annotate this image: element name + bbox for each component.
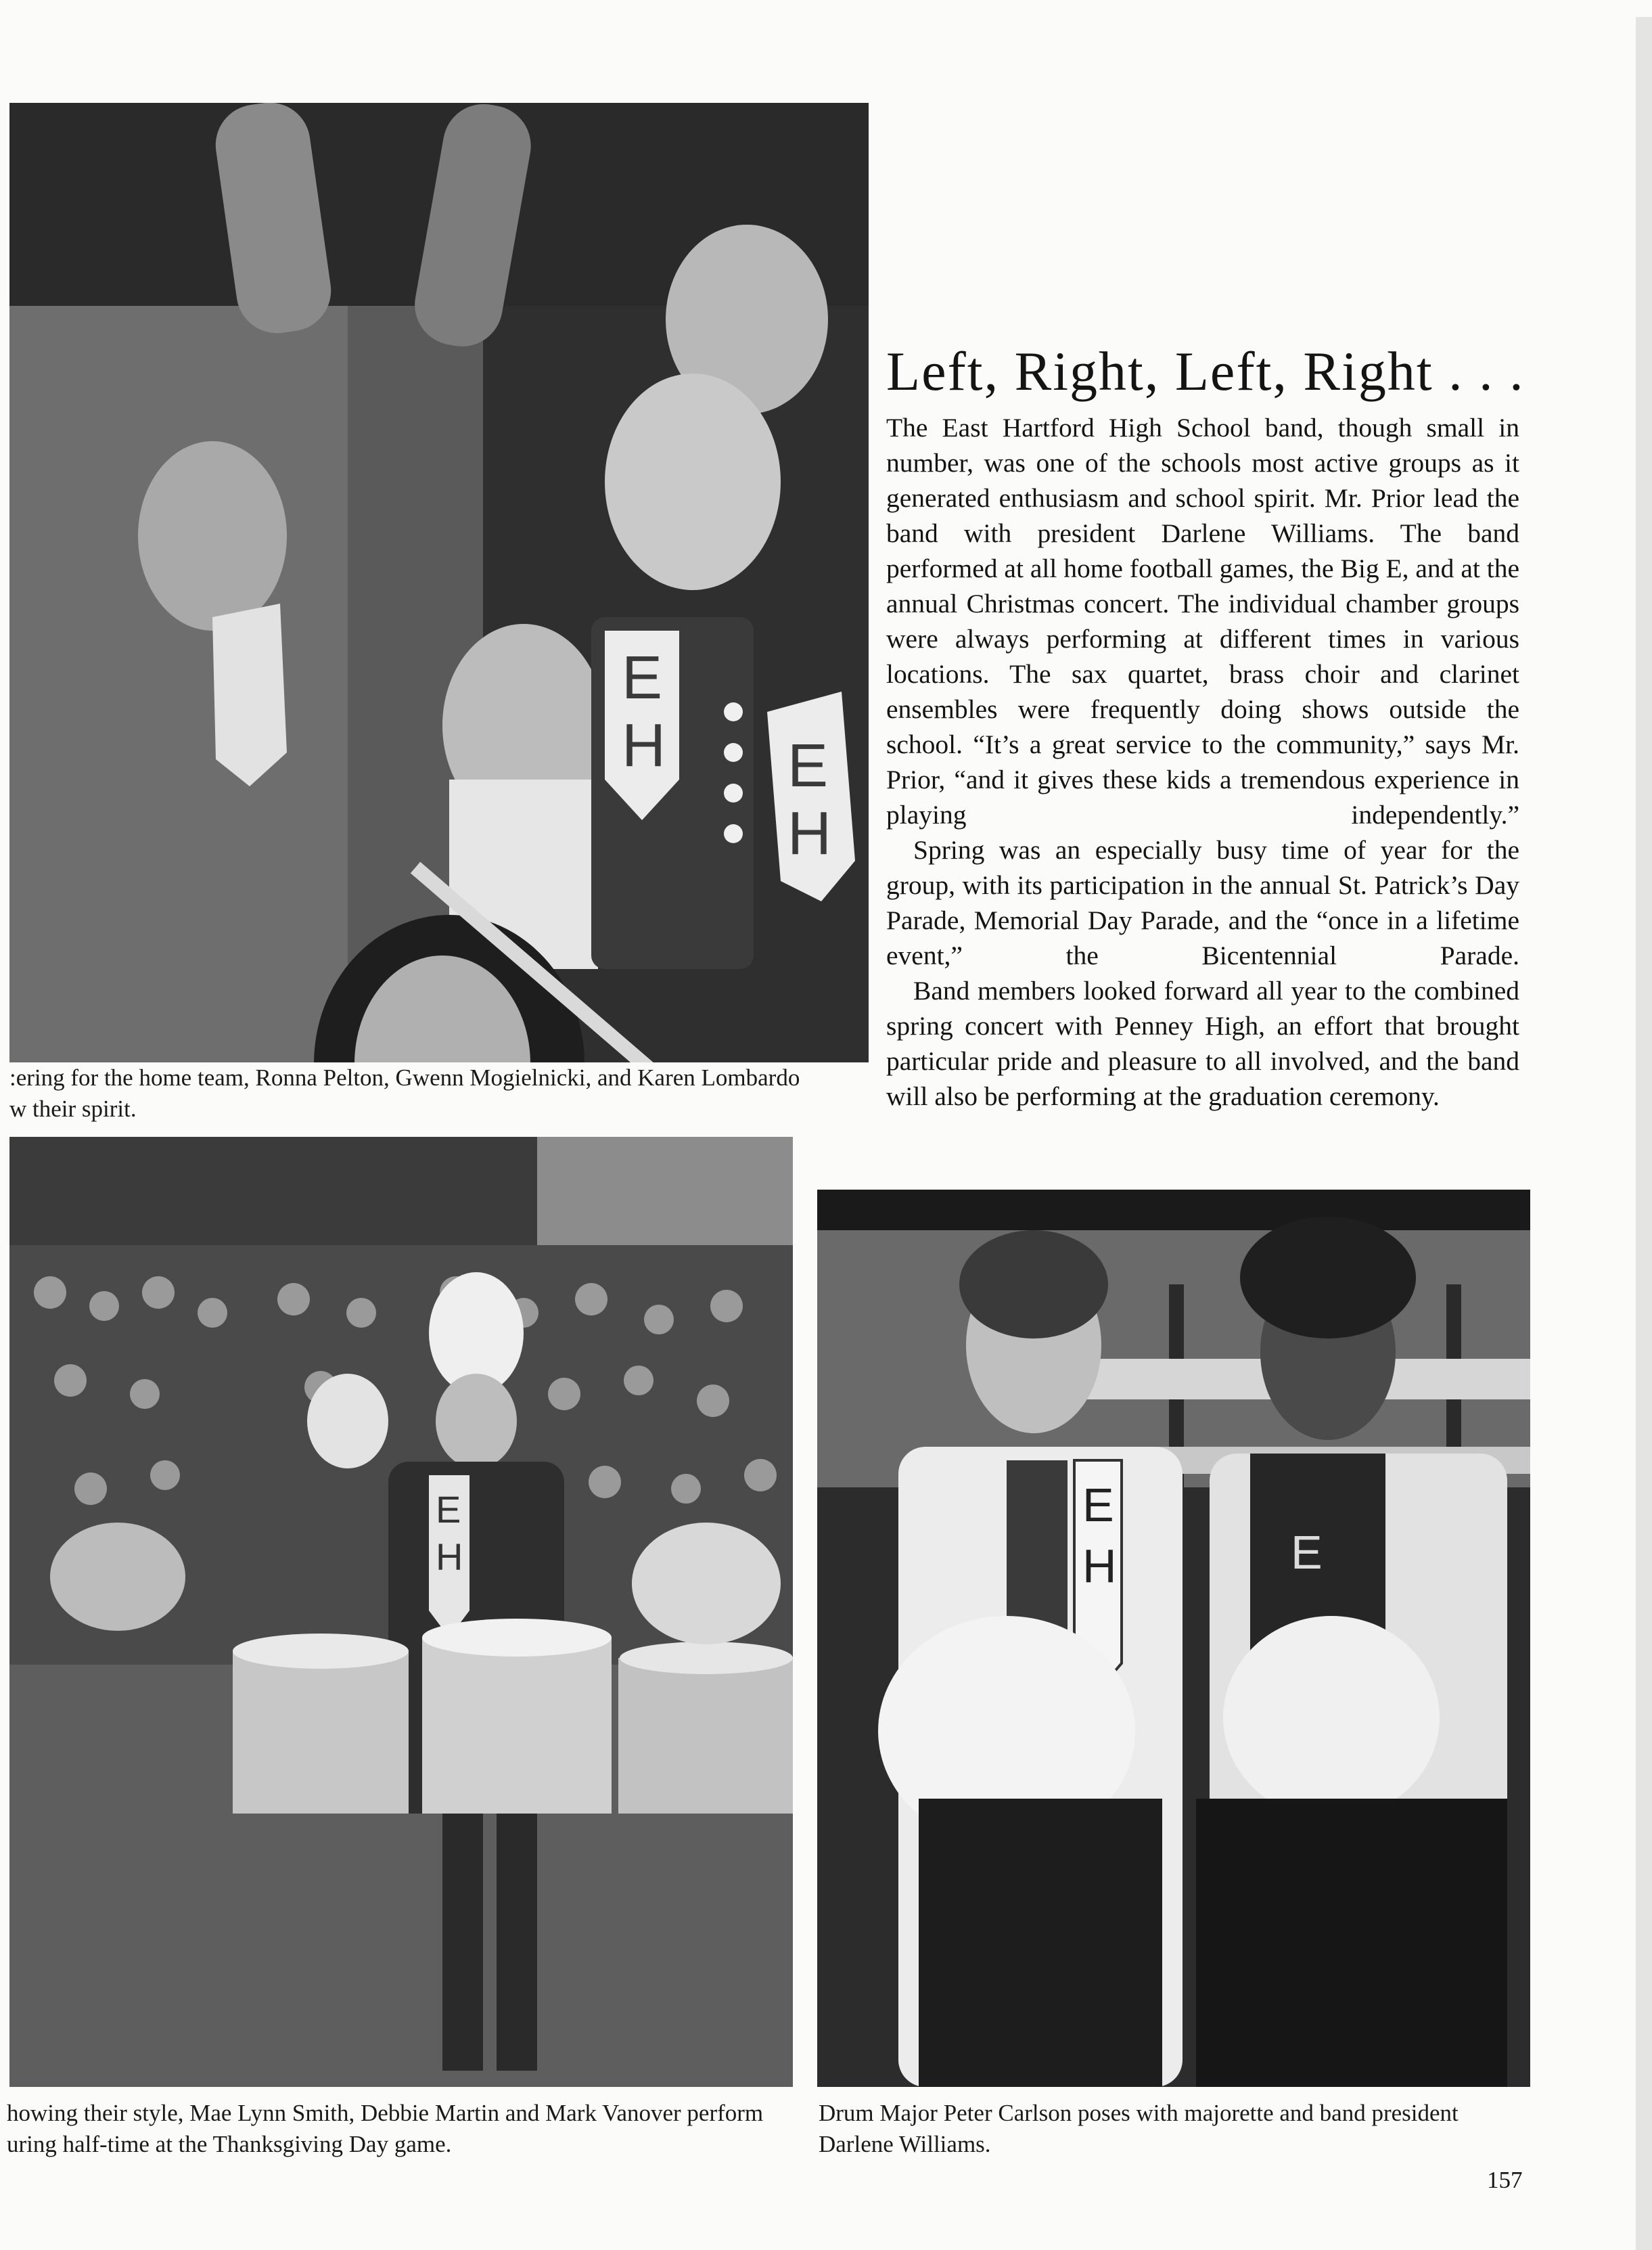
photo-drum-line-half-time — [9, 1137, 793, 2087]
photo-caption: howing their style, Mae Lynn Smith, Debbie Martin and Mark Vanover perform uring half-time at the Thanksgiving Day game. — [7, 2100, 764, 2157]
photo-drum-major-and-majorette — [817, 1190, 1530, 2087]
uniform-letter-e: E — [787, 732, 829, 800]
uniform-letter-e: E — [436, 1488, 461, 1531]
uniform-letter-h: H — [787, 800, 831, 868]
photo-caption: :ering for the home team, Ronna Pelton, Gwenn Mogielnicki, and Karen Lombardo w their spirit. — [9, 1064, 800, 1122]
article-paragraph: Band members looked forward all year to the combined spring concert with Penney High, an effort that brought particular pride and pleasure to all involved, and the band will also be performing at the graduation ceremony. — [886, 976, 1519, 1111]
uniform-letter-h: H — [1082, 1539, 1117, 1592]
page-number: 157 — [1487, 2167, 1523, 2193]
article-paragraph: The East Hartford High School band, though small in number, was one of the schools most active groups as it generated enthusiasm and school spirit. Mr. Prior lead the band with president Darlene Williams. The band performed at all home football games, the Big E, and at the annual Christmas concert. The individual chamber groups were always performing at different times in various locations. The sax quartet, brass choir and clarinet ensembles were frequently doing shows outside the school. “It’s a great service to the community,” says Mr. Prior, “and it gives these kids a tremendous experience in playing independently.” — [886, 413, 1519, 830]
article-body — [886, 410, 1519, 1114]
article-paragraph: Spring was an especially busy time of year for the group, with its participation in the annual St. Patrick’s Day Parade, Memorial Day Parade, and the “once in a lifetime event,” the Bicentennial Parade. — [886, 835, 1519, 970]
uniform-letter-h: H — [622, 712, 666, 780]
uniform-letter-e: E — [622, 644, 663, 712]
uniform-letter-h: H — [436, 1535, 463, 1578]
photo-caption: Drum Major Peter Carlson poses with majorette and band president Darlene Williams. — [819, 2100, 1459, 2157]
page-edge-shadow — [1636, 17, 1652, 2250]
uniform-letter-e: E — [1291, 1526, 1323, 1579]
photo-cheering-band-members — [9, 103, 869, 1062]
uniform-letter-e: E — [1082, 1479, 1114, 1531]
article-title: Left, Right, Left, Right . . . — [886, 340, 1525, 402]
